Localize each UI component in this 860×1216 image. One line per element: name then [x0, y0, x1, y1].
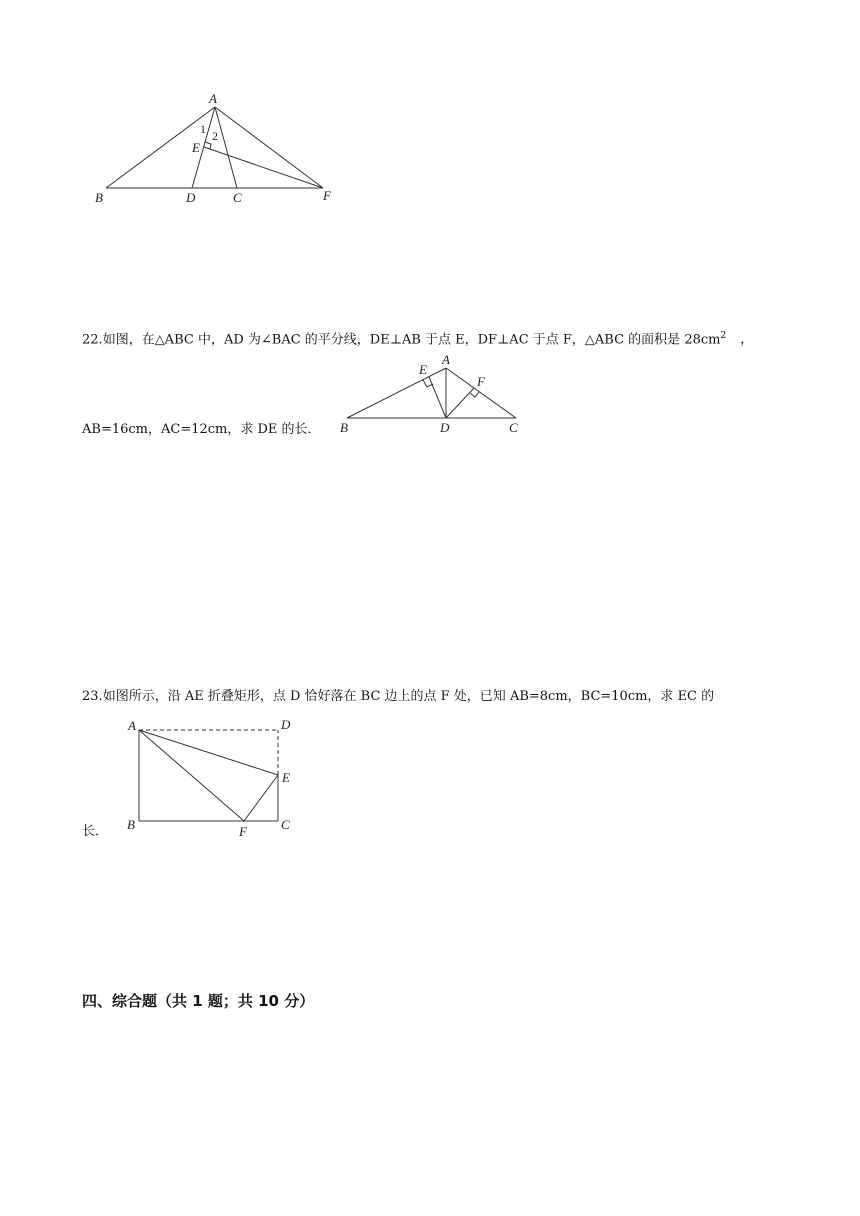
angle-label-1: 1	[200, 122, 206, 136]
figure-question-23-svg	[120, 712, 310, 842]
segment-ac	[215, 107, 237, 188]
figure-triangle-abf-svg	[90, 90, 350, 215]
label-c: C	[509, 420, 518, 435]
figure-question-22	[338, 352, 528, 434]
label-a: A	[209, 91, 217, 106]
figure-question-23	[120, 712, 310, 842]
question-22-text: 如图，在△ABC 中，AD 为∠BAC 的平分线，DE⊥AB 于点 E，DF⊥AC 于点 F，△ABC 的面积是 28cm	[102, 332, 721, 348]
question-22-line-1	[82, 327, 753, 349]
segment-df	[446, 388, 474, 418]
question-23-line-2: 长．	[82, 824, 109, 839]
label-f: F	[477, 374, 485, 389]
segment-ab	[347, 368, 446, 418]
figure-triangle-abf	[90, 90, 350, 215]
segment-de	[429, 377, 446, 418]
label-c: C	[233, 190, 242, 205]
label-b: B	[127, 817, 135, 832]
label-e: E	[192, 140, 200, 155]
label-e: E	[282, 770, 290, 785]
segment-fe	[244, 775, 278, 821]
segment-af	[215, 107, 323, 188]
label-e: E	[419, 362, 427, 377]
question-22-comma: ，	[740, 332, 754, 348]
label-b: B	[340, 420, 348, 435]
question-22-superscript: 2	[720, 331, 727, 341]
figure-question-22-svg	[338, 352, 528, 434]
label-c: C	[281, 817, 290, 832]
question-23-line-1	[82, 688, 714, 706]
question-22-line-2: AB=16cm，AC=12cm，求 DE 的长．	[82, 422, 321, 437]
question-23-number: 23.	[82, 689, 103, 704]
label-d: D	[440, 420, 450, 435]
label-f: F	[239, 824, 247, 839]
label-d: D	[281, 717, 291, 732]
segment-ae	[139, 730, 278, 775]
label-d: D	[186, 190, 196, 205]
segment-ef	[204, 147, 323, 188]
label-b: B	[95, 190, 103, 205]
label-a: A	[442, 352, 450, 367]
section-4-title: 四、综合题（共 1 题；共 10 分）	[82, 992, 315, 1010]
segment-af	[139, 730, 244, 821]
right-angle-mark-f	[470, 392, 479, 397]
question-23-text: 如图所示，沿 AE 折叠矩形，点 D 恰好落在 BC 边上的点 F 处，已知 AB=8cm，BC=10cm，求 EC 的	[102, 689, 715, 704]
angle-label-2: 2	[212, 129, 218, 143]
label-a: A	[128, 718, 136, 733]
question-22-number: 22.	[82, 332, 103, 348]
label-f: F	[323, 188, 331, 203]
